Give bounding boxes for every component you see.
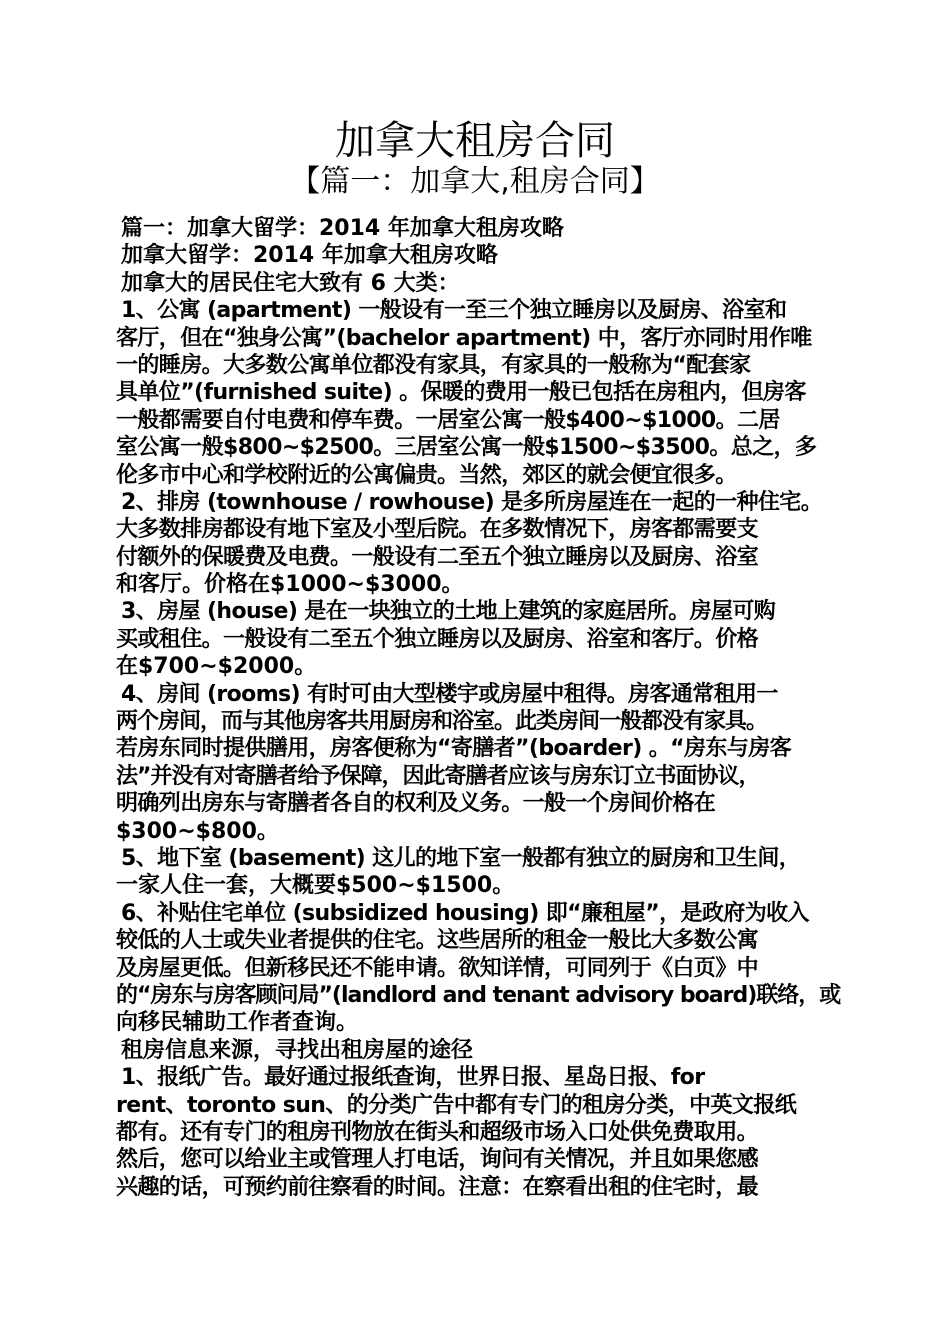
paragraph-line: 都有。还有专门的租房刊物放在街头和超级市场入口处供免费取用。 [116, 1119, 759, 1145]
paragraph-line: 向移民辅助工作者查询。 [116, 1010, 359, 1036]
paragraph-line: 伦多市中心和学校附近的公寓偏贵。当然，郊区的就会便宜很多。 [116, 462, 737, 488]
paragraph-line: 室公寓一般$800~$2500。三居室公寓一般$1500~$3500。总之，多 [116, 435, 817, 461]
paragraph-line: 1、公寓 (apartment) 一般设有一至三个独立睡房以及厨房、浴室和 [121, 298, 787, 324]
paragraph-line: 加拿大的居民住宅大致有 6 大类： [121, 270, 460, 296]
section-heading: 篇一：加拿大留学：2014 年加拿大租房攻略 [121, 216, 564, 241]
paragraph-line: rent、toronto sun、的分类广告中都有专门的租房分类，中英文报纸 [116, 1092, 797, 1118]
document-subtitle: 【篇一：加拿大,租房合同】 [290, 164, 660, 199]
paragraph-line: $300~$800。 [116, 818, 279, 844]
paragraph-line: 2、排房 (townhouse / rowhouse) 是多所房屋连在一起的一种住宅。 [121, 489, 823, 515]
document-body [116, 215, 851, 1201]
paragraph-line: 若房东同时提供膳用，房客便称为“寄膳者”(boarder) 。“房东与房客 [116, 736, 792, 762]
paragraph-line: 一家人住一套，大概要$500~$1500。 [116, 873, 515, 899]
paragraph-line: 和客厅。价格在$1000~$3000。 [116, 572, 464, 598]
paragraph-line: 3、房屋 (house) 是在一块独立的土地上建筑的家庭居所。房屋可购 [121, 599, 776, 625]
paragraph-line: 5、地下室 (basement) 这儿的地下室一般都有独立的厨房和卫生间， [121, 845, 801, 871]
paragraph-line: 兴趣的话，可预约前往察看的时间。注意：在察看出租的住宅时，最 [116, 1174, 759, 1200]
paragraph-line: 付额外的保暖费及电费。一般设有二至五个独立睡房以及厨房、浴室 [116, 544, 759, 570]
paragraph-line: 较低的人士或失业者提供的住宅。这些居所的租金一般比大多数公寓 [116, 928, 759, 954]
paragraph-line: 的“房东与房客顾问局”(landlord and tenant advisory board)联络，或 [116, 982, 841, 1008]
section-heading: 租房信息来源，寻找出租房屋的途径 [121, 1037, 474, 1063]
paragraph-line: 及房屋更低。但新移民还不能申请。欲知详情，可同列于《白页》中 [116, 955, 759, 981]
paragraph-line: 具单位”(furnished suite) 。保暖的费用一般已包括在房租内，但房客 [116, 380, 806, 406]
paragraph-line: 两个房间，而与其他房客共用厨房和浴室。此类房间一般都没有家具。 [116, 709, 768, 735]
paragraph-line: 法”并没有对寄膳者给予保障，因此寄膳者应该与房东订立书面协议， [116, 763, 760, 789]
paragraph-line: 4、房间 (rooms) 有时可由大型楼宇或房屋中租得。房客通常租用一 [121, 681, 778, 707]
paragraph-line: 一的睡房。大多数公寓单位都没有家具，有家具的一般称为“配套家 [116, 352, 751, 378]
paragraph-line: 买或租住。一般设有二至五个独立睡房以及厨房、浴室和客厅。价格 [116, 626, 759, 652]
article-heading: 加拿大留学：2014 年加拿大租房攻略 [121, 243, 498, 269]
document-title: 加拿大租房合同 [335, 118, 615, 164]
paragraph-line: 客厅，但在“独身公寓”(bachelor apartment) 中，客厅亦同时用作唯 [116, 325, 812, 351]
paragraph-line: 6、补贴住宅单位 (subsidized housing) 即“廉租屋”，是政府为收入 [121, 900, 809, 926]
paragraph-line: 1、报纸广告。最好通过报纸查询，世界日报、星岛日报、for [121, 1065, 705, 1091]
paragraph-line: 一般都需要自付电费和停车费。一居室公寓一般$400~$1000。二居 [116, 407, 780, 433]
paragraph-line: 然后，您可以给业主或管理人打电话，询问有关情况，并且如果您感 [116, 1147, 759, 1173]
paragraph-line: 在$700~$2000。 [116, 654, 317, 680]
paragraph-line: 明确列出房东与寄膳者各自的权利及义务。一般一个房间价格在 [116, 791, 716, 817]
paragraph-line: 大多数排房都设有地下室及小型后院。在多数情况下，房客都需要支 [116, 517, 759, 543]
